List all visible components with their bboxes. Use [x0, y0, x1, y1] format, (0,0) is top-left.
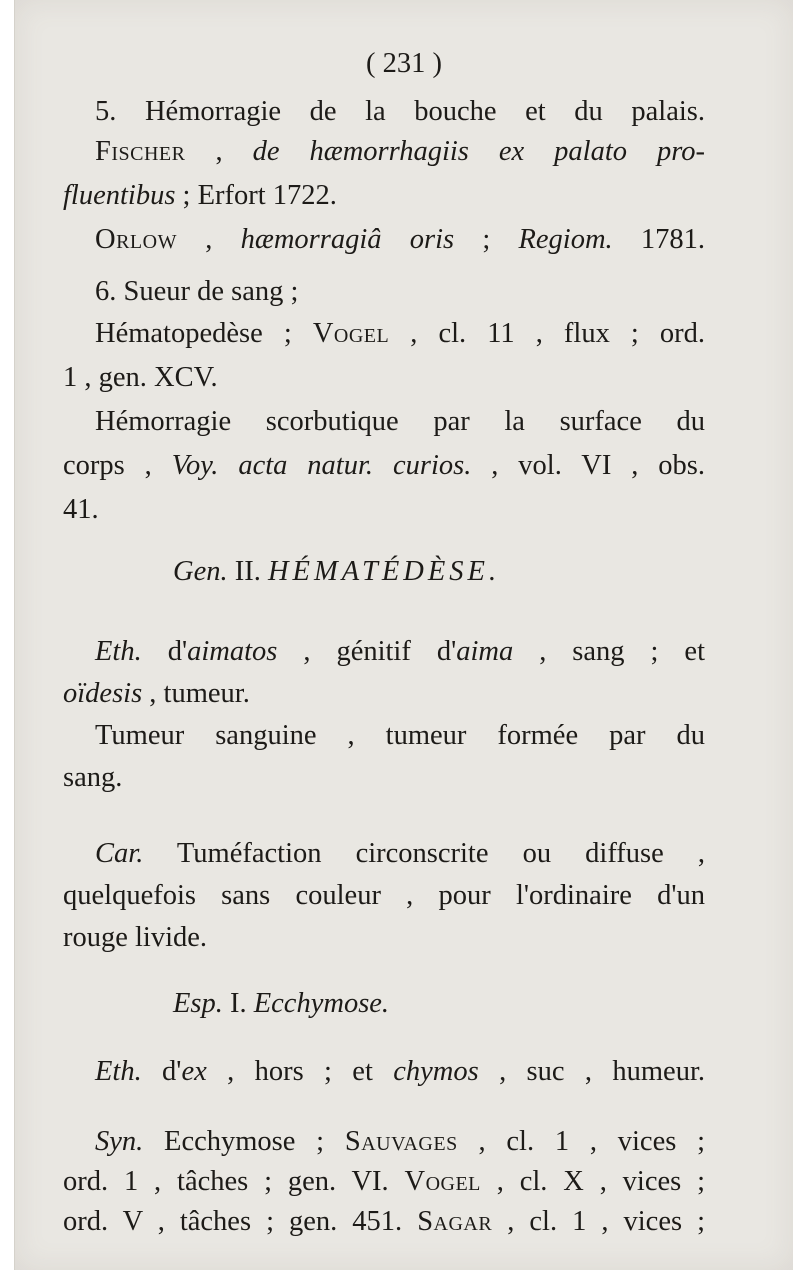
text-line: rouge livide.: [63, 922, 208, 953]
text-line: oïdesis , tumeur.: [63, 678, 250, 709]
text-line: Eth. d'ex , hors ; et chymos , suc , humeur.: [95, 1056, 705, 1087]
text-line: Car. Tuméfaction circonscrite ou diffuse ,: [95, 838, 705, 869]
text-line: sang.: [63, 762, 123, 793]
text-line: Tumeur sanguine , tumeur formée par du: [95, 720, 705, 751]
book-page: [14, 0, 793, 1270]
text-line: 6. Sueur de sang ;: [95, 276, 299, 307]
text-line: ord. 1 , tâches ; gen. VI. Vogel , cl. X , vices ;: [63, 1166, 705, 1197]
text-line: fluentibus ; Erfort 1722.: [63, 180, 337, 211]
text-line: Hémorragie scorbutique par la surface du: [95, 406, 705, 437]
page-number: ( 231 ): [366, 48, 442, 79]
text-line: quelquefois sans couleur , pour l'ordinaire d'un: [63, 880, 705, 911]
genus-heading: Gen. II. HÉMATÉDÈSE.: [173, 556, 501, 587]
text-line: corps , Voy. acta natur. curios. , vol. VI , obs.: [63, 450, 706, 481]
text-line: Fischer , de hæmorrhagiis ex palato pro-: [95, 136, 706, 167]
species-heading: Esp. I. Ecchymose.: [173, 988, 390, 1019]
text-line: Syn. Ecchymose ; Sauvages , cl. 1 , vices ;: [95, 1126, 705, 1157]
text-line: Eth. d'aimatos , génitif d'aima , sang ; et: [95, 636, 705, 667]
text-line: Orlow , hæmorragiâ oris ; Regiom. 1781.: [95, 224, 706, 255]
text-line: Hématopedèse ; Vogel , cl. 11 , flux ; ord.: [95, 318, 705, 349]
text-line: ord. V , tâches ; gen. 451. Sagar , cl. 1 , vices ;: [63, 1206, 705, 1237]
text-line: 41.: [63, 494, 99, 525]
text-line: 5. Hémorragie de la bouche et du palais.: [95, 96, 705, 127]
text-line: 1 , gen. XCV.: [63, 362, 218, 393]
